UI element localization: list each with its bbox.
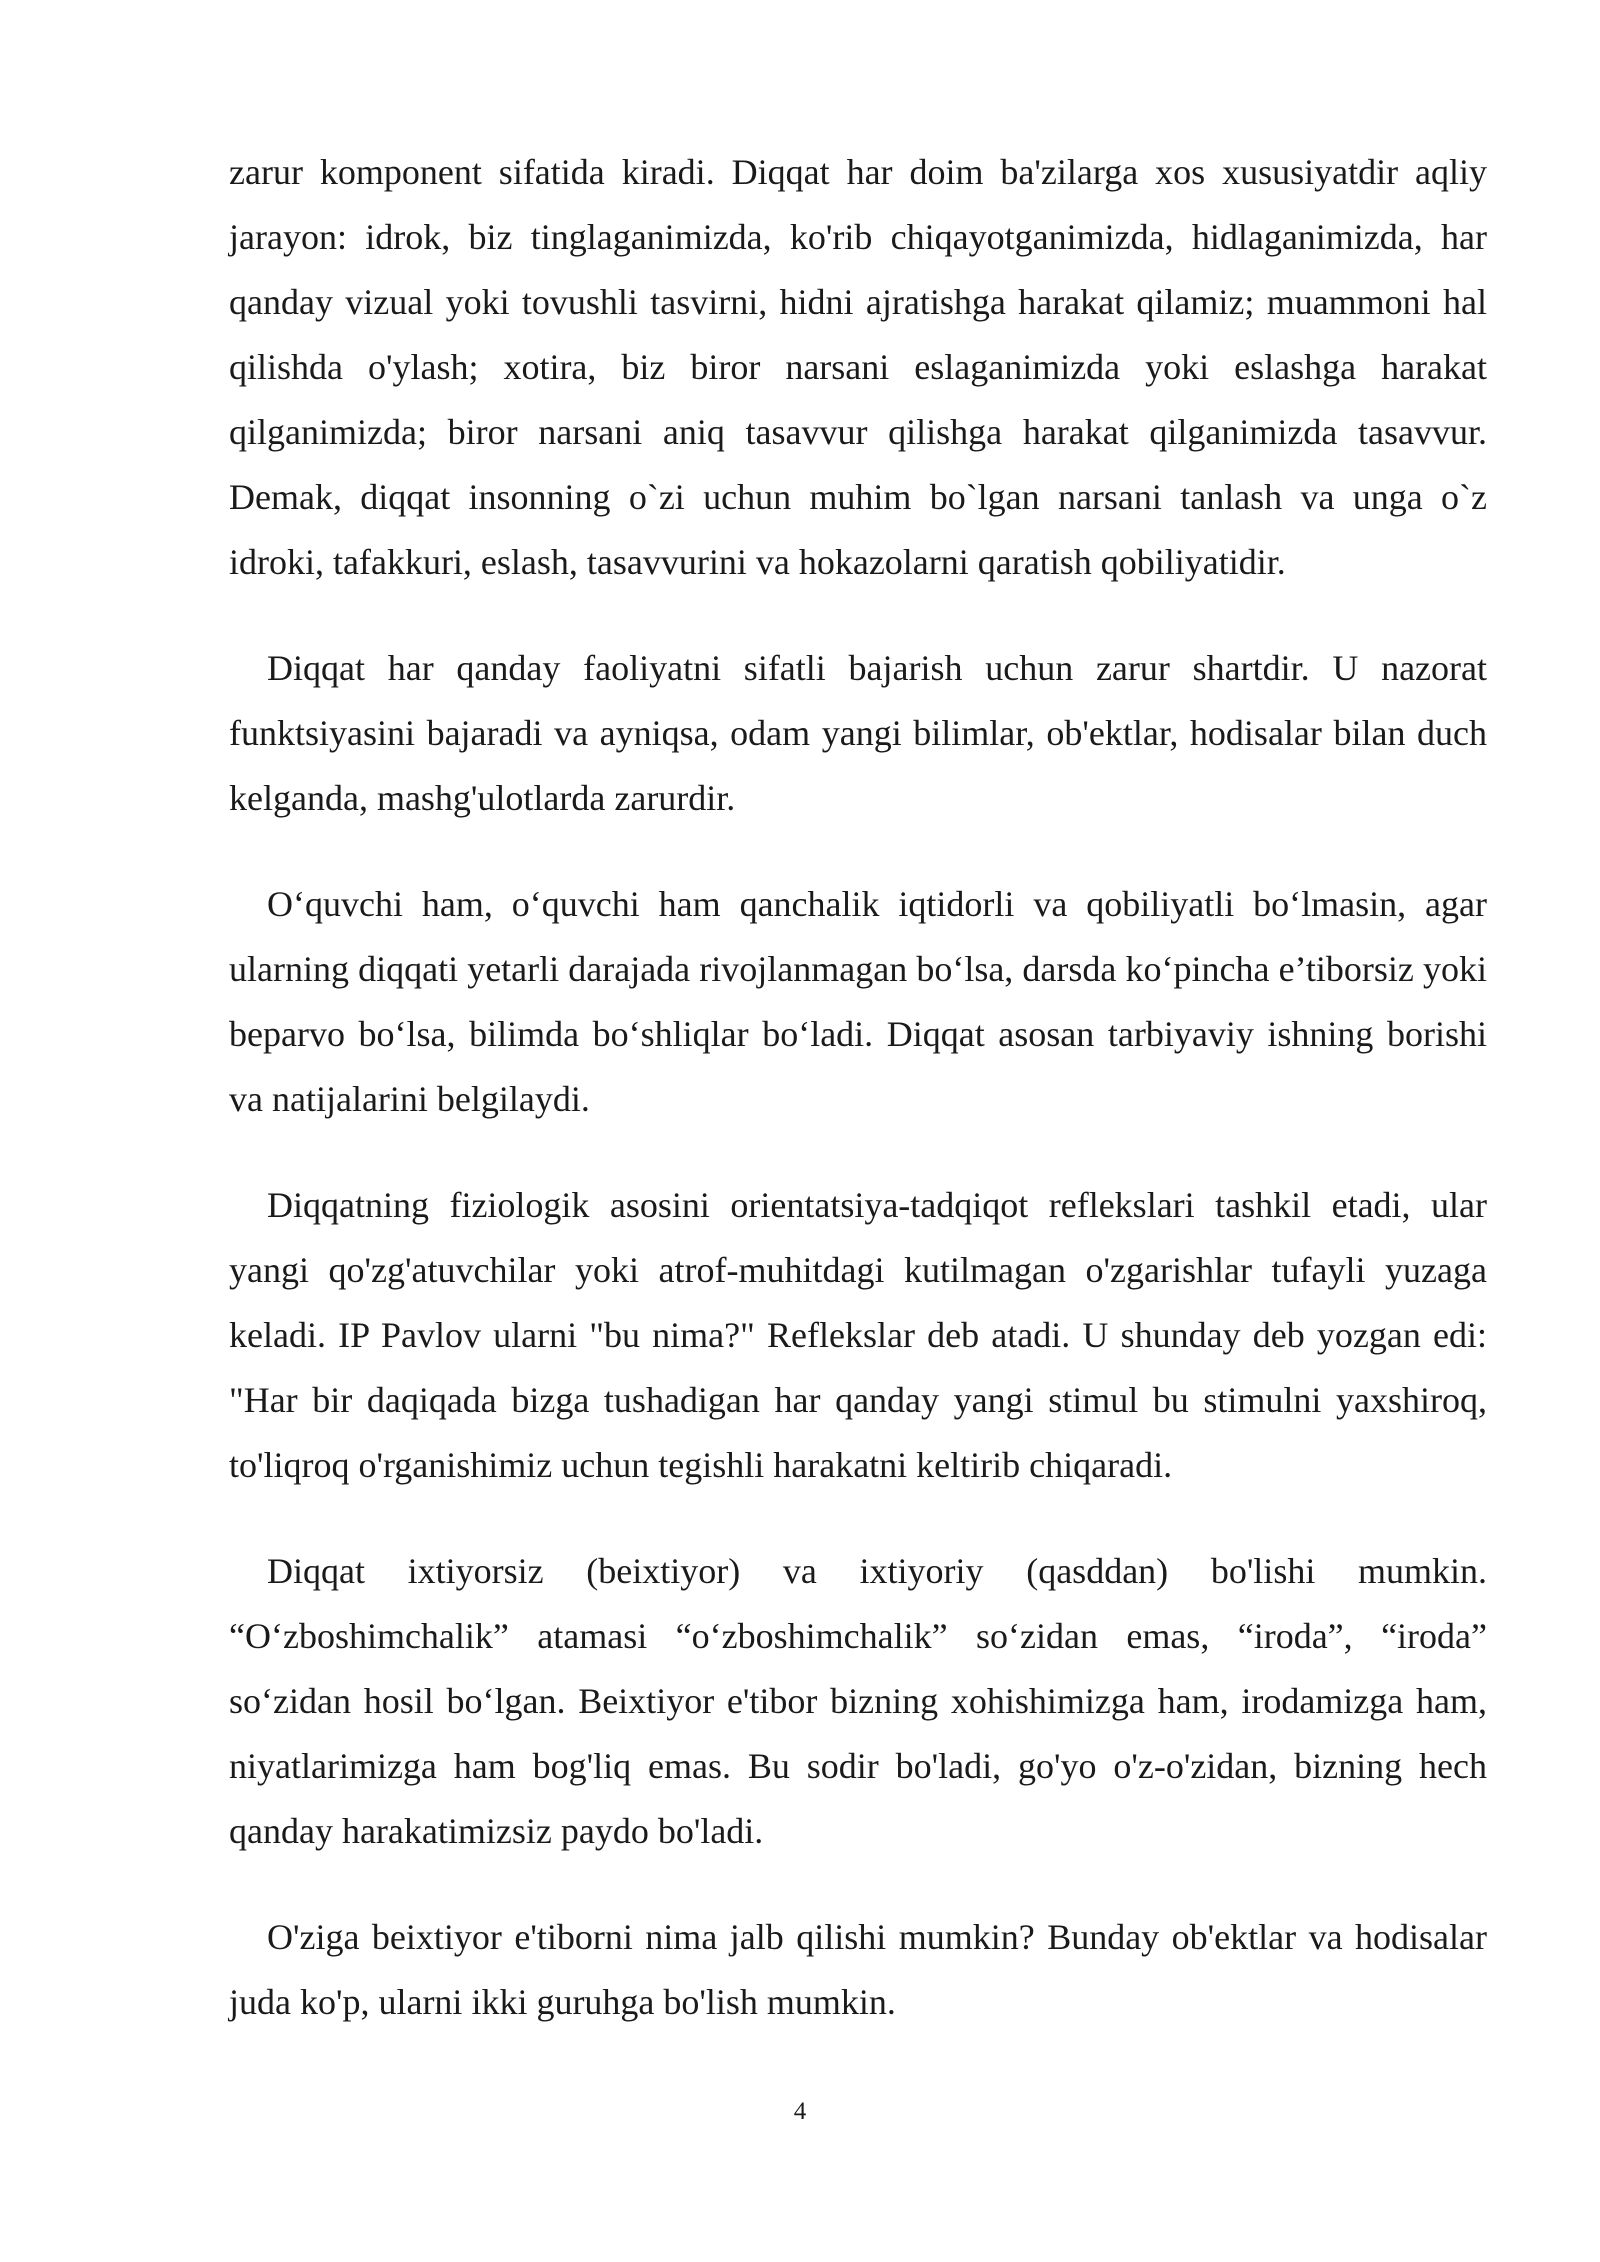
paragraph-3: O‘quvchi ham, o‘quvchi ham qanchalik iqtidorli va qobiliyatli bo‘lmasin, agar ularning diqqati yetarli darajada rivojlanmagan bo‘lsa, darsda ko‘pincha e’tiborsiz yoki beparvo bo‘lsa, bilimda bo‘shliqlar bo‘ladi. Diqqat asosan tarbiyaviy ishning borishi va natijalarini belgilaydi. [229,884,1487,1119]
page-number: 4 [793,2098,807,2125]
paragraph-6: O'ziga beixtiyor e'tiborni nima jalb qilishi mumkin? Bunday ob'ektlar va hodisalar juda ko'p, ularni ikki guruhga bo'lish mumkin. [229,1917,1487,2022]
paragraph-4: Diqqatning fiziologik asosini orientatsiya-tadqiqot reflekslari tashkil etadi, ular yangi qo'zg'atuvchilar yoki atrof-muhitdagi kutilmagan o'zgarishlar tufayli yuzaga keladi. IP Pavlov ularni "bu nima?" Reflekslar deb atadi. U shunday deb yozgan edi: "Har bir daqiqada bizga tushadigan har qanday yangi stimul bu stimulni yaxshiroq, to'liqroq o'rganishimiz uchun tegishli harakatni keltirib chiqaradi. [229,1185,1487,1485]
document-body [229,140,1487,2076]
paragraph-5: Diqqat ixtiyorsiz (beixtiyor) va ixtiyoriy (qasddan) bo'lishi mumkin. “O‘zboshimchalik” atamasi “o‘zboshimchalik” so‘zidan emas, “iroda”, “iroda” so‘zidan hosil bo‘lgan. Beixtiyor e'tibor bizning xohishimizga ham, irodamizga ham, niyatlarimizga ham bog'liq emas. Bu sodir bo'ladi, go'yo o'z-o'zidan, bizning hech qanday harakatimizsiz paydo bo'ladi. [229,1551,1487,1851]
paragraph-1: zarur komponent sifatida kiradi. Diqqat har doim ba'zilarga xos xususiyatdir aqliy jarayon: idrok, biz tinglaganimizda, ko'rib chiqayotganimizda, hidlaganimizda, har qanday vizual yoki tovushli tasvirni, hidni ajratishga harakat qilamiz; muammoni hal qilishda o'ylash; xotira, biz biror narsani eslaganimizda yoki eslashga harakat qilganimizda; biror narsani aniq tasavvur qilishga harakat qilganimizda tasavvur. Demak, diqqat insonning o`zi uchun muhim bo`lgan narsani tanlash va unga o`z idroki, tafakkuri, eslash, tasavvurini va hokazolarni qaratish qobiliyatidir. [229,152,1487,582]
paragraph-2: Diqqat har qanday faoliyatni sifatli bajarish uchun zarur shartdir. U nazorat funktsiyasini bajaradi va ayniqsa, odam yangi bilimlar, ob'ektlar, hodisalar bilan duch kelganda, mashg'ulotlarda zarurdir. [229,648,1487,818]
